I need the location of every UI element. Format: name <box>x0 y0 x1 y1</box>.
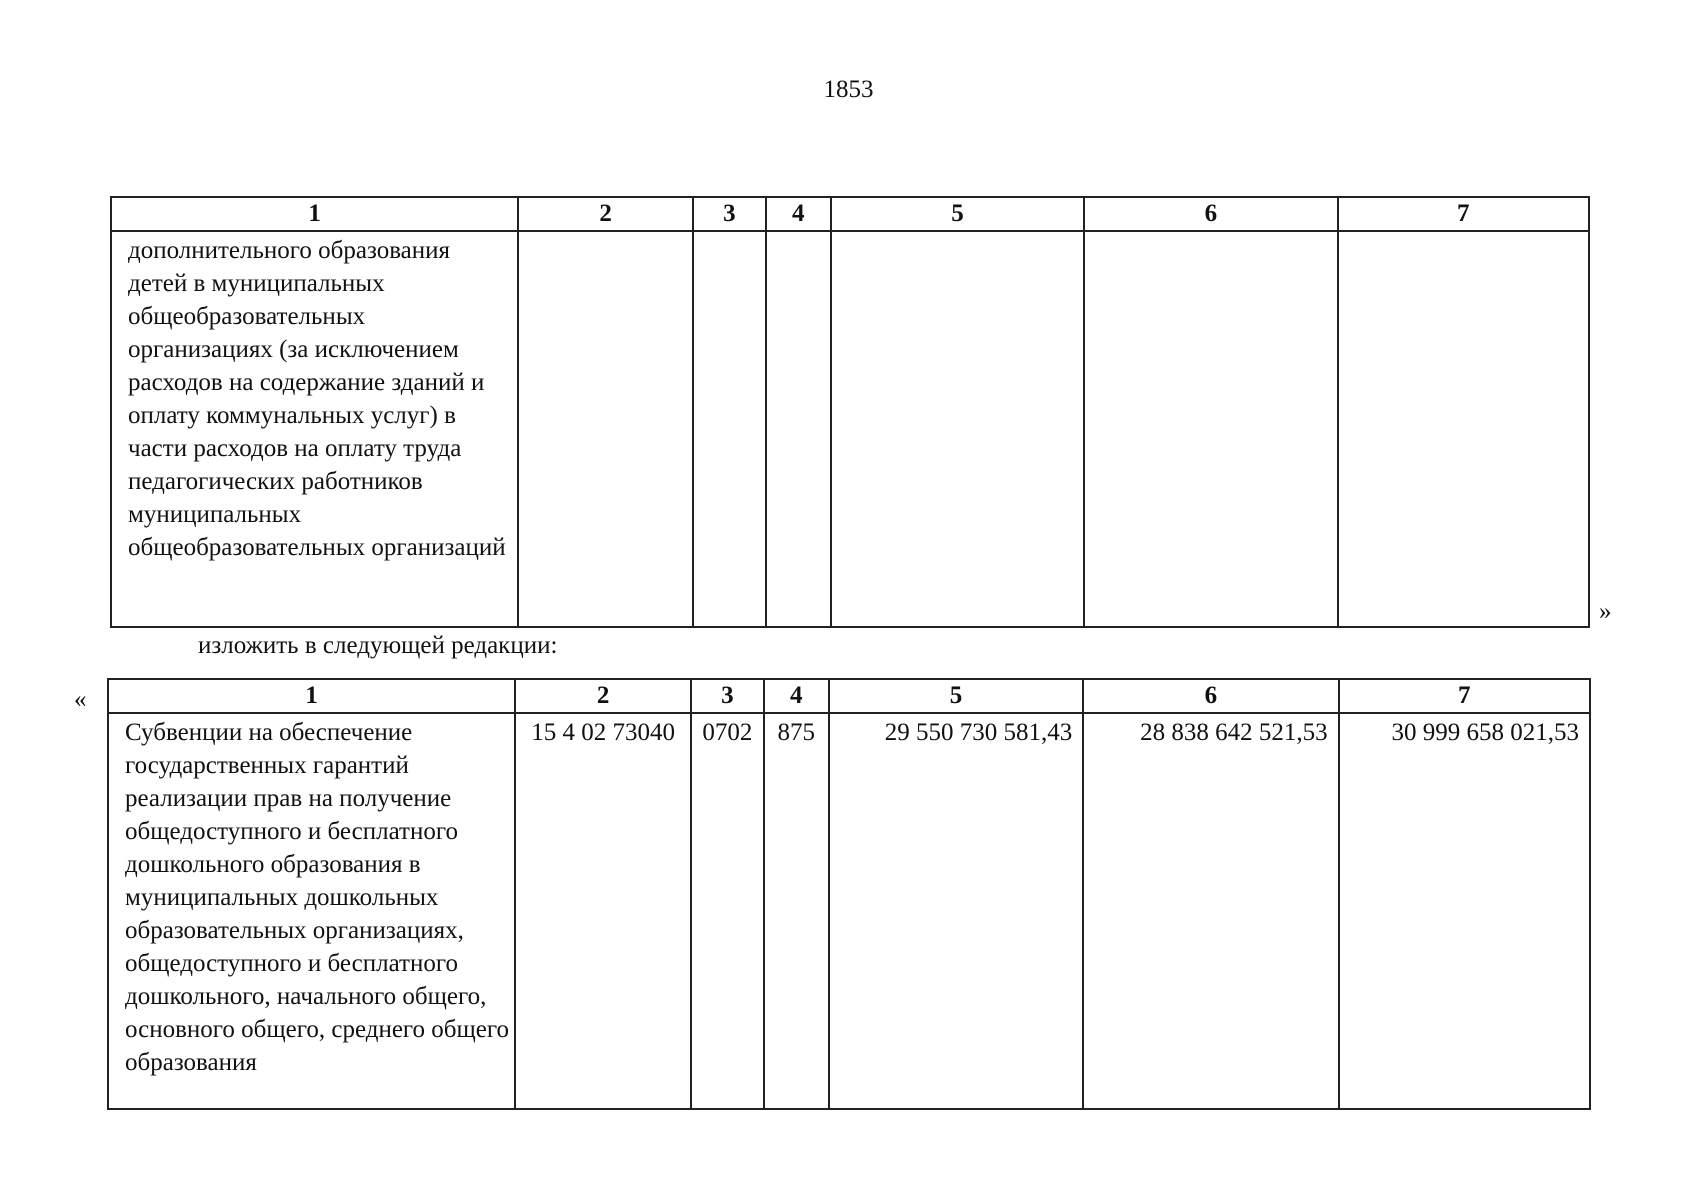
old-row-cell-5 <box>831 231 1084 627</box>
old-row-cell-4 <box>766 231 831 627</box>
page-number: 1853 <box>823 76 874 103</box>
old-table-header-row <box>111 197 1589 231</box>
new-header-col-2: 2 <box>515 679 691 713</box>
new-header-col-3: 3 <box>691 679 763 713</box>
amount-col-5: 29 550 730 581,43 <box>829 713 1083 1109</box>
amount-col-6: 28 838 642 521,53 <box>1083 713 1338 1109</box>
new-table-header-row <box>108 679 1590 713</box>
section-code: 0702 <box>691 713 763 1109</box>
new-row-description: Субвенции на обеспечение государственных гарантий реализации прав на получение общедоступного и бесплатного дошкольного образования в муниципальных дошкольных образовательных организациях, общедоступного и бесплатного дошкольного, начального общего, основного общего, среднего общего образования <box>108 713 515 1109</box>
new-table-row <box>108 713 1590 1109</box>
old-row-cell-3 <box>693 231 765 627</box>
opening-quote: « <box>74 686 87 713</box>
new-table <box>107 678 1591 1110</box>
new-header-col-4: 4 <box>764 679 829 713</box>
target-article-code: 15 4 02 73040 <box>515 713 691 1109</box>
old-row-description: дополнительного образования детей в муниципальных общеобразовательных организациях (за исключением расходов на содержание зданий и оплату коммунальных услуг) в части расходов на оплату труда педагогических работников муниципальных общеобразовательных организаций <box>111 231 518 627</box>
old-header-col-5: 5 <box>831 197 1084 231</box>
old-header-col-2: 2 <box>518 197 693 231</box>
old-row-cell-2 <box>518 231 693 627</box>
amount-col-7: 30 999 658 021,53 <box>1339 713 1590 1109</box>
new-header-col-6: 6 <box>1083 679 1338 713</box>
closing-quote: » <box>1599 598 1612 625</box>
old-header-col-7: 7 <box>1338 197 1589 231</box>
new-header-col-1: 1 <box>108 679 515 713</box>
expense-type-code: 875 <box>764 713 829 1109</box>
old-table <box>110 196 1590 628</box>
old-header-col-4: 4 <box>766 197 831 231</box>
old-row-cell-6 <box>1084 231 1337 627</box>
old-header-col-1: 1 <box>111 197 518 231</box>
old-row-cell-7 <box>1338 231 1589 627</box>
old-header-col-6: 6 <box>1084 197 1337 231</box>
old-header-col-3: 3 <box>693 197 765 231</box>
new-header-col-5: 5 <box>829 679 1083 713</box>
redaction-instruction: изложить в следующей редакции: <box>198 632 558 659</box>
new-header-col-7: 7 <box>1339 679 1590 713</box>
old-table-row <box>111 231 1589 627</box>
